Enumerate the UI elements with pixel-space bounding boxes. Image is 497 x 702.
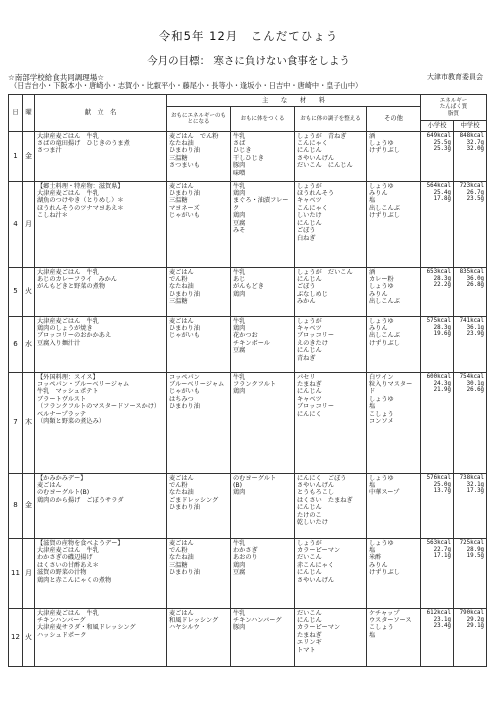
middle-nutrition-cell: 723kcal 26.7g 23.5g [454, 181, 487, 267]
green-group-cell: しょうが カラーピーマン だいこん 赤こんにゃく にんじん さやいんげん [295, 538, 367, 608]
middle-nutrition-cell: 741kcal 36.1g 23.9g [454, 316, 487, 372]
other-cell: しょうゆ 塩 米酢 みりん けずりぶし [367, 538, 421, 608]
col-energy-header: エネルギー たんぱく質 脂質 [421, 95, 487, 121]
monthly-goal [0, 53, 497, 68]
other-cell: 白ワイン 粒入りマスタード しょうゆ 塩 こしょう コンソメ [367, 372, 421, 473]
issuer: 大津市教育委員会 [427, 73, 483, 81]
other-cell: しょうゆ みりん 塩 出しこんぶ けずりぶし [367, 181, 421, 267]
red-group-cell: 麦ごはん でん粉 なたね油 ひまわり油 三温糖 さつまいも [167, 131, 231, 181]
green-group-cell: しょうが だいこん にんじん ごぼう ぶなしめじ みかん [295, 267, 367, 316]
yellow-group-cell: 牛乳 チキンハンバーグ 豚肉 [231, 608, 295, 666]
table-row [9, 372, 487, 473]
table-row [9, 181, 487, 267]
goal-text: 寒さに負けない食事をしよう [213, 55, 350, 67]
elementary-nutrition-cell: 612kcal 23.1g 23.4g [421, 608, 454, 666]
table-row [9, 131, 487, 181]
elementary-nutrition-cell: 564kcal 25.4g 17.8g [421, 181, 454, 267]
red-group-cell: 麦ごはん 和風ドレッシング ハヤシルウ [167, 608, 231, 666]
page-title: 令和5年 12月 こんだてひょう [158, 29, 339, 43]
weekday-cell: 月 [23, 538, 35, 608]
yellow-group-cell: 牛乳 あじ がんもどき 鶏肉 [231, 267, 295, 316]
elementary-nutrition-cell: 575kcal 28.3g 19.6g [421, 316, 454, 372]
red-group-cell: コッペパン ブルーベリージャム じゃがいも はちみつ ひまわり油 [167, 372, 231, 473]
green-group-cell: しょうが 青ねぎ こんにゃく にんじん さやいんげん だいこん にんじん [295, 131, 367, 181]
elementary-nutrition-cell: 649kcal 25.5g 25.3g [421, 131, 454, 181]
kitchen-name: ☆南部学校給食共同調理場☆ [8, 73, 104, 82]
red-group-cell: 麦ごはん でん粉 なたね油 三温糖 ひまわり油 [167, 538, 231, 608]
table-row [9, 473, 487, 538]
yellow-group-cell: 牛乳 さば ひじき 干しひじき 豚肉 味噌 [231, 131, 295, 181]
school-list: （日吉台小・下阪本小・唐崎小・志賀小・比叡平小・藤尾小・長等小・逢坂小・日吉中・唐崎中・皇子山中） [10, 81, 363, 90]
weekday-cell: 月 [23, 181, 35, 267]
col-day-header: 日 [9, 95, 23, 132]
day-cell: 4 [9, 181, 23, 267]
menu-cell: 【かみかみデー】 麦ごはん のむヨーグルト(B) 鶏肉のから揚げ ごぼうサラダ [35, 473, 167, 538]
col-elem-header: 小学校 [421, 121, 454, 132]
col-main-header: 主 な 材 料 [167, 95, 421, 107]
table-row [9, 608, 487, 666]
weekday-cell: 火 [23, 608, 35, 666]
green-group-cell: パセリ たまねぎ にんじん キャベツ ブロッコリー にんにく [295, 372, 367, 473]
other-cell: 酒 カレー粉 しょうゆ みりん 出しこんぶ [367, 267, 421, 316]
day-cell: 8 [9, 473, 23, 538]
col-yellow-header: おもに体をつくる [231, 107, 295, 132]
menu-cell: 大津産麦ごはん 牛乳 あじのカレーフライ みかん がんもどきと野菜の煮物 [35, 267, 167, 316]
weekday-cell: 金 [23, 473, 35, 538]
menu-cell: 大津産麦ごはん 牛乳 さばの竜田揚げ ひじきのうま煮 さつま汁 [35, 131, 167, 181]
menu-table [8, 94, 487, 667]
table-row [9, 316, 487, 372]
col-other-header: その他 [367, 107, 421, 132]
table-header [9, 95, 487, 132]
yellow-group-cell: 牛乳 わかさぎ あおのり 鶏肉 豆腐 [231, 538, 295, 608]
menu-cell: 大津産麦ごはん 牛乳 鶏肉のしょうが焼き ブロッコリーのおかかあえ 豆腐入り麺汁汁 [35, 316, 167, 372]
day-cell: 12 [9, 608, 23, 666]
middle-nutrition-cell: 848kcal 32.7g 32.0g [454, 131, 487, 181]
col-red-header: おもにエネルギーのもとになる [167, 107, 231, 132]
other-cell: しょうゆ 塩 中華スープ [367, 473, 421, 538]
table-row [9, 267, 487, 316]
green-group-cell: しょうが ほうれんそう キャベツ こんにゃく しいたけ にんじん ごぼう 白ねぎ [295, 181, 367, 267]
green-group-cell: にんにく ごぼう さやいんげん とうもろこし はくさい たまねぎ にんじん たけのこ 乾しいたけ [295, 473, 367, 538]
menu-cell: 大津産麦ごはん 牛乳 チキンハンバーグ 大津産麦サラダ・和風ドレッシング ハッシュドポーク [35, 608, 167, 666]
elementary-nutrition-cell: 563kcal 22.7g 17.1g [421, 538, 454, 608]
red-group-cell: 麦ごはん ひまわり油 三温糖 マヨネーズ じゃがいも [167, 181, 231, 267]
weekday-cell: 金 [23, 131, 35, 181]
weekday-cell: 木 [23, 372, 35, 473]
yellow-group-cell: 牛乳 鶏肉 まぐろ・油漬フレーク 鶏肉 豆腐 みそ [231, 181, 295, 267]
elementary-nutrition-cell: 576kcal 25.0g 13.7g [421, 473, 454, 538]
middle-nutrition-cell: 754kcal 30.1g 26.6g [454, 372, 487, 473]
col-menu-header: 献 立 名 [35, 95, 167, 132]
day-cell: 11 [9, 538, 23, 608]
other-cell: 酒 しょうゆ けずりぶし [367, 131, 421, 181]
col-mid-header: 中学校 [454, 121, 487, 132]
col-weekday-header: 曜 [23, 95, 35, 132]
other-cell: しょうゆ みりん 出しこんぶ けずりぶし [367, 316, 421, 372]
menu-cell: 【郷土料理・特産物：滋賀県】 大津産麦ごはん 牛乳 湖魚のつけやき（とりめし）＊ ほうれんそうのツナマヨあえ＊ こしね汁＊ [35, 181, 167, 267]
middle-nutrition-cell: 790kcal 29.2g 29.1g [454, 608, 487, 666]
menu-cell: 【滋賀の産物を食べようデー】 大津産麦ごはん 牛乳 わかさぎの磯辺揚げ はくさいの甘酢あえ＊ 滋賀の野菜の汁物 鶏肉と赤こんにゃくの煮物 [35, 538, 167, 608]
other-cell: ケチャップ ウスターソース こしょう 塩 [367, 608, 421, 666]
red-group-cell: 麦ごはん ひまわり油 じゃがいも [167, 316, 231, 372]
day-cell: 6 [9, 316, 23, 372]
yellow-group-cell: 牛乳 鶏肉 花かつお チキンボール 豆腐 [231, 316, 295, 372]
day-cell: 1 [9, 131, 23, 181]
goal-label: 今月の目標： [147, 55, 211, 67]
middle-nutrition-cell: 725kcal 28.9g 19.5g [454, 538, 487, 608]
elementary-nutrition-cell: 600kcal 24.3g 21.9g [421, 372, 454, 473]
middle-nutrition-cell: 835kcal 36.0g 26.8g [454, 267, 487, 316]
red-group-cell: 麦ごはん でん粉 なたね油 ごまドレッシング ひまわり油 [167, 473, 231, 538]
yellow-group-cell: 牛乳 フランクフルト 鶏肉 [231, 372, 295, 473]
red-group-cell: 麦ごはん でん粉 なたね油 ひまわり油 三温糖 [167, 267, 231, 316]
table-row [9, 538, 487, 608]
table-body [9, 131, 487, 666]
weekday-cell: 水 [23, 316, 35, 372]
middle-nutrition-cell: 738kcal 32.1g 17.3g [454, 473, 487, 538]
day-cell: 5 [9, 267, 23, 316]
weekday-cell: 火 [23, 267, 35, 316]
green-group-cell: だいこん にんじん カラーピーマン たまねぎ エリンギ トマト [295, 608, 367, 666]
col-green-header: おもに体の調子を整える [295, 107, 367, 132]
day-cell: 7 [9, 372, 23, 473]
yellow-group-cell: のむヨーグルト (B) 鶏肉 [231, 473, 295, 538]
menu-cell: 【外国料理：スイス】 コッペパン・ブルーベリージャム 牛乳 マッシュポテト ブラートヴルスト （フランクフルトのマスタードソースかけ） ベルナープラッテ （肉類と野菜の煮込み） [35, 372, 167, 473]
elementary-nutrition-cell: 653kcal 28.3g 22.2g [421, 267, 454, 316]
green-group-cell: しょうが キャベツ ブロッコリー えのきたけ にんじん 青ねぎ [295, 316, 367, 372]
